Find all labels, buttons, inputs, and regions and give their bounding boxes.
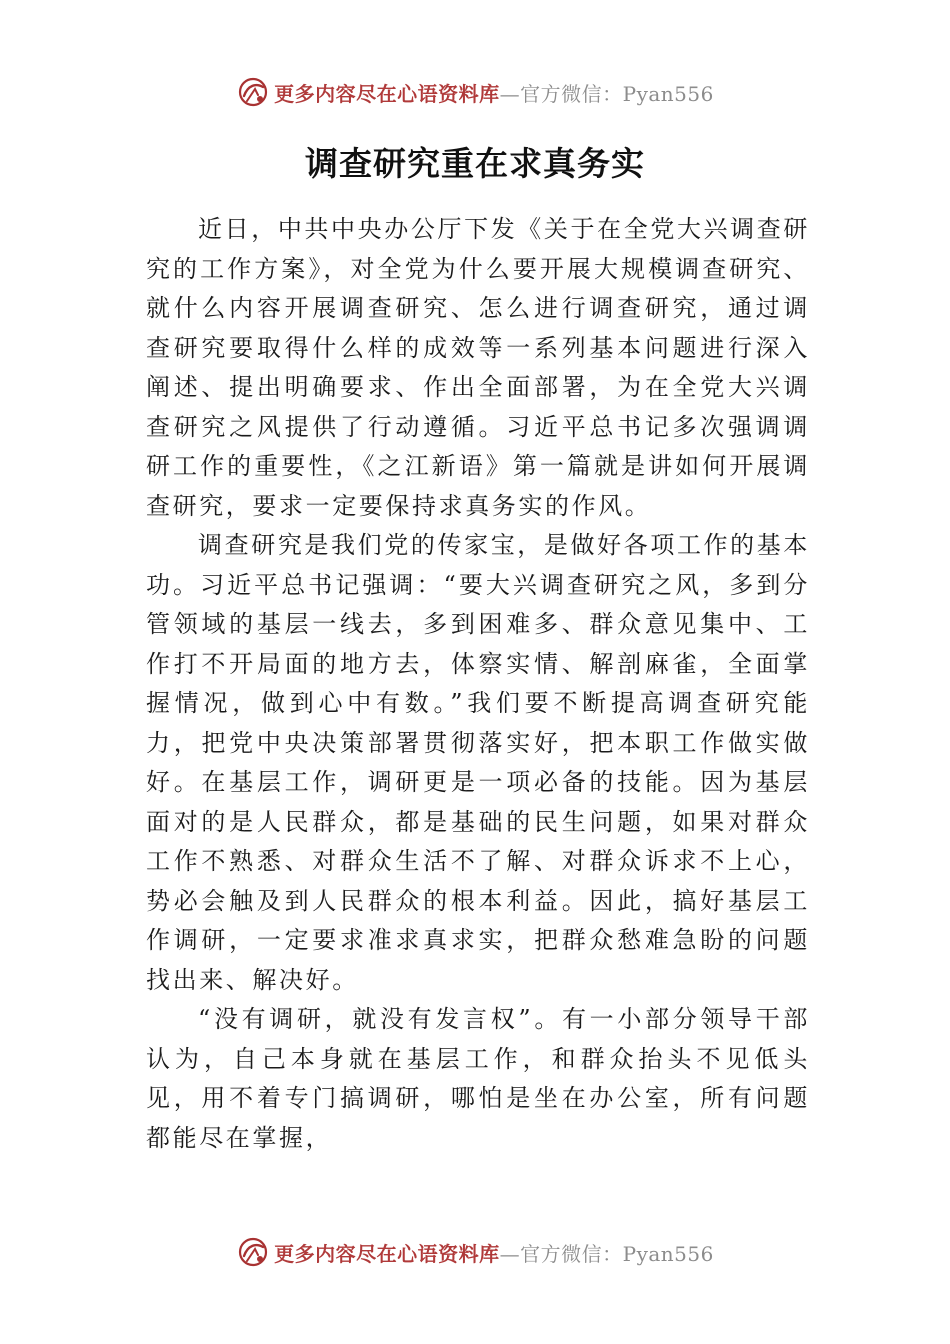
document-title: 调查研究重在求真务实	[305, 144, 645, 183]
footer-banner-main: 更多内容尽在心语资料库	[274, 1241, 500, 1266]
header-banner-main: 更多内容尽在心语资料库	[274, 81, 500, 106]
footer-banner-text	[274, 1238, 714, 1267]
paragraph-2: 调查研究是我们党的传家宝，是做好各项工作的基本功。习近平总书记强调：“要大兴调查研究之风，多到分管领域的基层一线去，多到困难多、群众意见集中、工作打不开局面的地方去，体察实情、解剖麻雀，全面掌握情况，做到心中有数。”我们要不断提高调查研究能力，把党中央决策部署贯彻落实好，把本职工作做实做好。在基层工作，调研更是一项必备的技能。因为基层面对的是人民群众，都是基础的民生问题，如果对群众工作不熟悉、对群众生活不了解、对群众诉求不上心，势必会触及到人民群众的根本利益。因此，搞好基层工作调研，一定要求准求真求实，把群众愁难急盼的问题找出来、解决好。	[146, 531, 810, 994]
paragraph-3: “没有调研，就没有发言权”。有一小部分领导干部认为，自己本身就在基层工作，和群众抬头不见低头见，用不着专门搞调研，哪怕是坐在办公室，所有问题都能尽在掌握，	[146, 1005, 810, 1152]
brand-logo-icon	[236, 75, 270, 109]
brand-logo-icon	[236, 1235, 270, 1269]
header-banner	[0, 72, 950, 112]
paragraph-1: 近日，中共中央办公厅下发《关于在全党大兴调查研究的工作方案》，对全党为什么要开展大规模调查研究、就什么内容开展调查研究、怎么进行调查研究，通过调查研究要取得什么样的成效等一系列基本问题进行深入阐述、提出明确要求、作出全面部署，为在全党大兴调查研究之风提供了行动遵循。习近平总书记多次强调调研工作的重要性，《之江新语》第一篇就是讲如何开展调查研究，要求一定要保持求真务实的作风。	[146, 215, 810, 520]
footer-banner-sub: —官方微信：Pyan556	[499, 1241, 714, 1266]
header-banner-sub: —官方微信：Pyan556	[499, 81, 714, 106]
footer-banner	[0, 1232, 950, 1272]
article-body	[146, 210, 810, 1158]
header-banner-text	[274, 78, 714, 107]
